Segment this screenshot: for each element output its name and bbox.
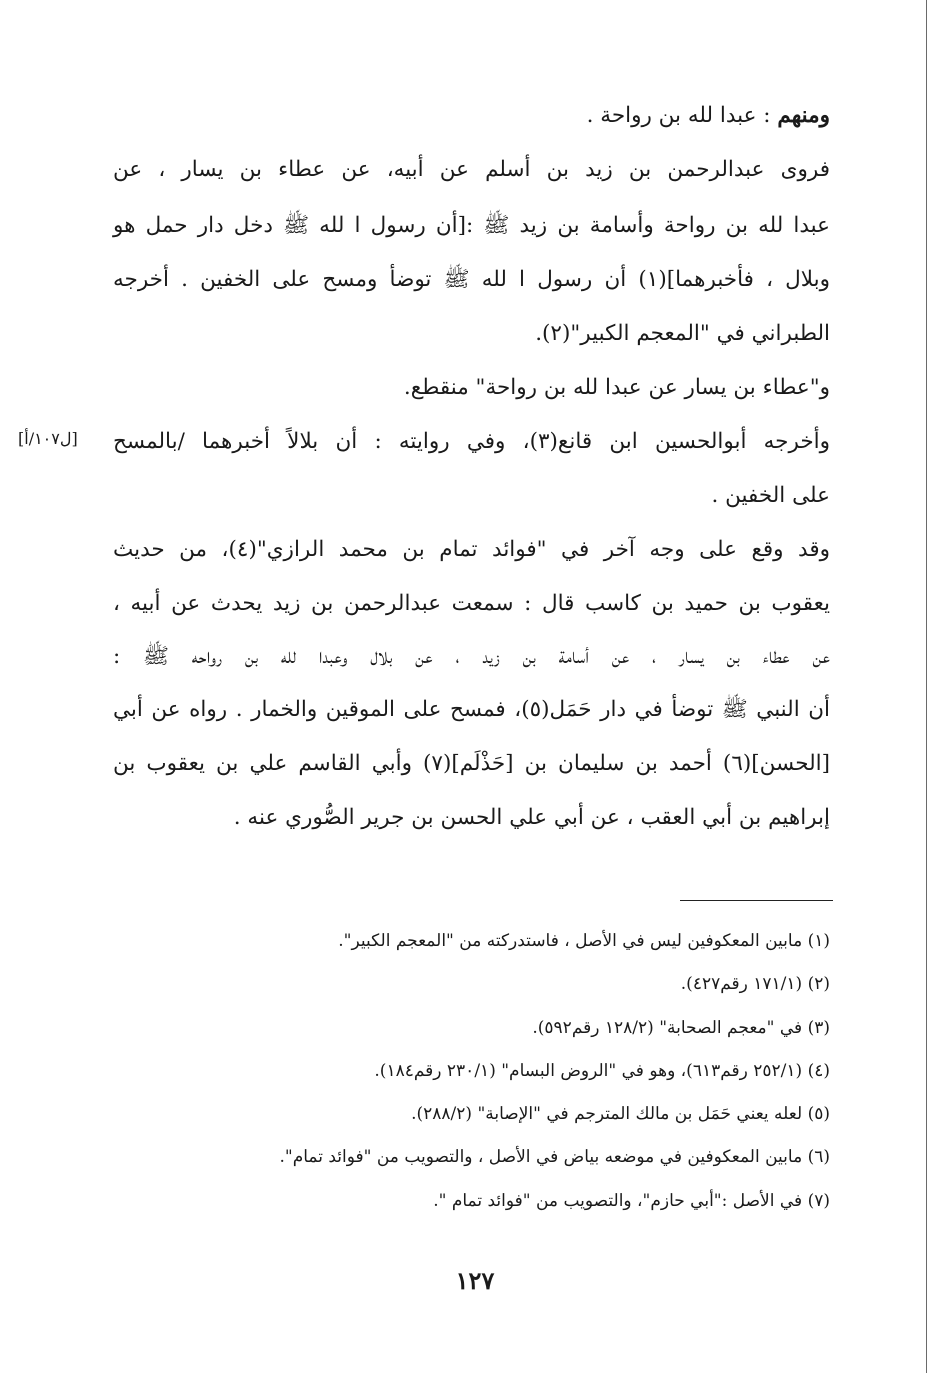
- footnote-5: (٥) لعله يعني حَمَل بن مالك المترجم في "الإصابة" (٢٨٨/٢).: [411, 1104, 830, 1124]
- body-line-9: وقد وقع على وجه آخر في "فوائد تمام بن محمد الرازي"(٤)، من حديث: [113, 537, 830, 562]
- body-line-1-lead: ومنهم: [777, 103, 830, 128]
- body-line-1-text: : عبدا لله بن رواحة .: [586, 103, 778, 128]
- footnote-6: (٦) مابين المعكوفين في موضعه بياض في الأصل ، والتصويب من "فوائد تمام".: [279, 1147, 830, 1167]
- footnote-1: (١) مابين المعكوفين ليس في الأصل ، فاستدركته من "المعجم الكبير".: [338, 931, 830, 951]
- body-line-12: أن النبي ﷺ توضأ في دار حَمَل(٥)، فمسح على الموقين والخمار . رواه عن أبي: [113, 697, 831, 722]
- footnote-separator: [680, 900, 833, 901]
- body-line-4: وبلال ، فأخبرهما](١) أن رسول ا لله ﷺ توضأ ومسح على الخفين . أخرجه: [113, 267, 830, 292]
- footnote-4: (٤) (٢٥٢/١ رقم٦١٣)، وهو في "الروض البسام" (٢٣٠/١ رقم١٨٤).: [374, 1061, 830, 1081]
- page-number: ١٢٧: [455, 1266, 495, 1295]
- body-line-10: يعقوب بن حميد بن كاسب قال : سمعت عبدالرحمن بن زيد يحدث عن أبيه ،: [113, 591, 830, 616]
- body-line-13: [الحسن](٦) أحمد بن سليمان بن [حَذْلَم](٧) وأبي القاسم علي بن يعقوب بن: [113, 751, 830, 776]
- body-line-5: الطبراني في "المعجم الكبير"(٢).: [535, 321, 830, 346]
- footnote-2: (٢) (١٧١/١ رقم٤٢٧).: [680, 974, 830, 994]
- body-line-14: إبراهيم بن أبي العقب ، عن أبي علي الحسن بن جرير الصُّوري عنه .: [233, 805, 830, 830]
- page-edge-line: [926, 0, 927, 1373]
- manuscript-folio-marker: [ل١٠٧/أ]: [18, 429, 78, 448]
- footnote-3: (٣) في "معجم الصحابة" (١٢٨/٢ رقم٥٩٢).: [532, 1018, 830, 1038]
- body-line-3: عبدا لله بن رواحة وأسامة بن زيد ﷺ :[أن رسول ا لله ﷺ دخل دار حمل هو: [113, 213, 830, 238]
- footnote-7: (٧) في الأصل :"أبي حازم"، والتصويب من "فوائد تمام ".: [433, 1191, 830, 1211]
- body-line-11: عن عطاء بن يسار ، عن أسامة بن زيد ، عن بلال وعبدا لله بن رواحه ﷺ :: [113, 644, 830, 669]
- body-line-6: و"عطاء بن يسار عن عبدا لله بن رواحة" منقطع.: [403, 375, 830, 400]
- body-line-2: فروى عبدالرحمن بن زيد بن أسلم عن أبيه، عن عطاء بن يسار ، عن: [113, 157, 830, 182]
- body-line-8: على الخفين .: [711, 483, 830, 508]
- body-line-7: وأخرجه أبوالحسين ابن قانع(٣)، وفي روايته : أن بلالاً أخبرهما /بالمسح: [113, 429, 830, 454]
- body-line-1: [587, 96, 830, 136]
